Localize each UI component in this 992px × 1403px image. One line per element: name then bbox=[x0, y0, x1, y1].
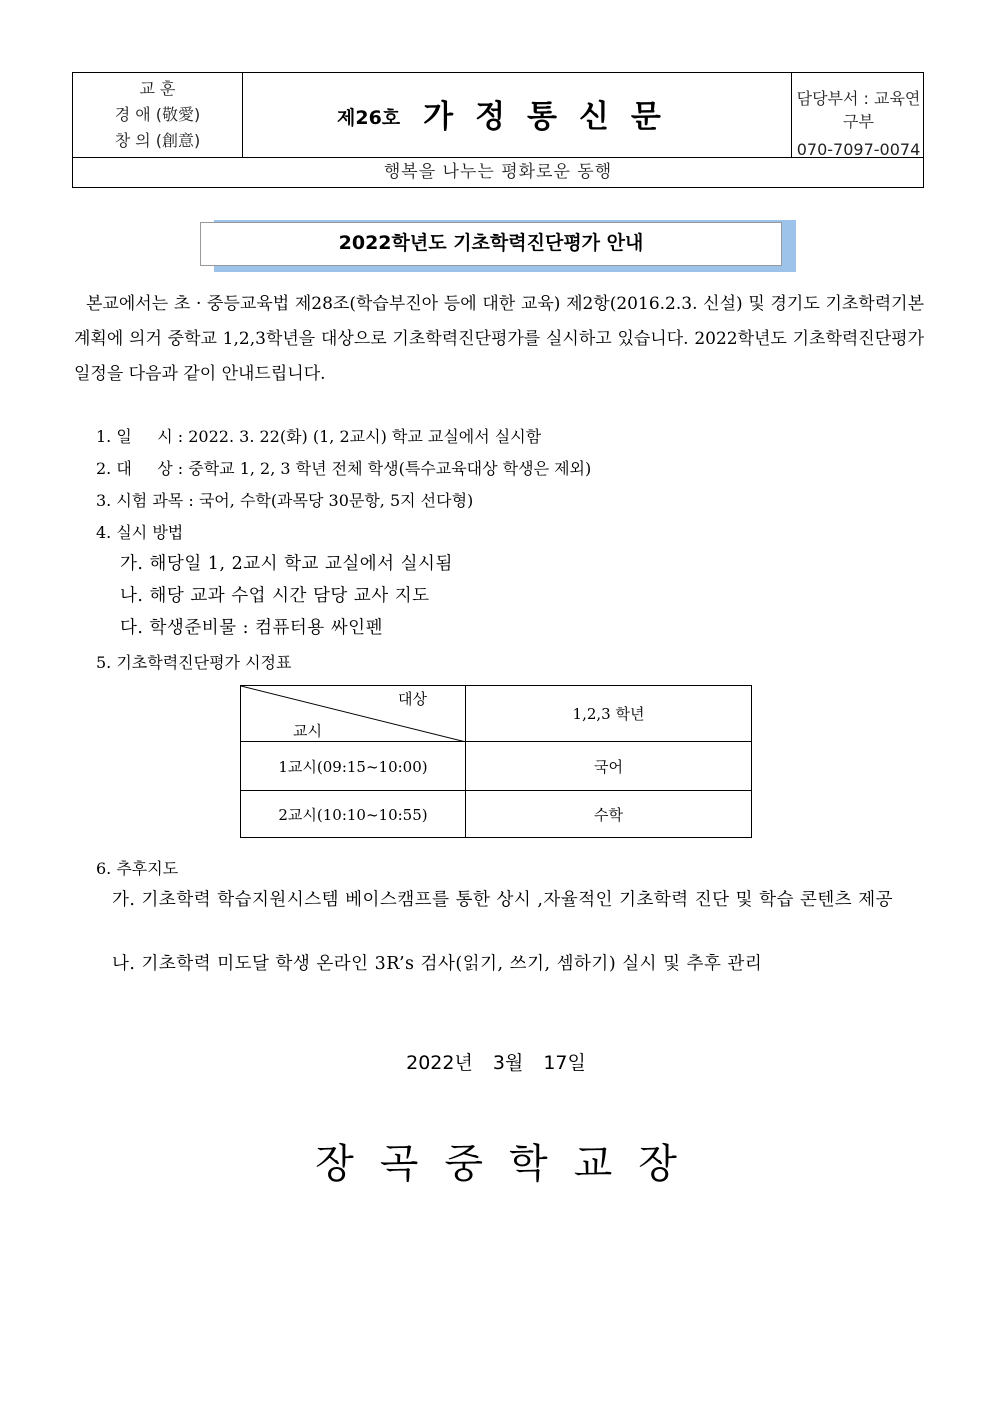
motto-heading: 교 훈 bbox=[139, 79, 176, 98]
corner-cell bbox=[241, 686, 466, 741]
item-followup: 6. 추후지도 bbox=[96, 859, 179, 878]
method-c: 다. 학생준비물 : 컴퓨터용 싸인펜 bbox=[120, 618, 383, 638]
notice-title: 2022학년도 기초학력진단평가 안내 bbox=[200, 222, 782, 266]
table-row bbox=[241, 791, 751, 837]
item-date: 1. 일 시 : 2022. 3. 22(화) (1, 2교시) 학교 교실에서 실시함 bbox=[96, 427, 542, 446]
item-subjects: 3. 시험 과목 : 국어, 수학(과목당 30문항, 5지 선다형) bbox=[96, 491, 474, 510]
newsletter-header bbox=[72, 72, 924, 188]
corner-bottom-label: 교시 bbox=[293, 722, 322, 740]
diagonal-line bbox=[241, 686, 466, 742]
period-cell: 1교시(09:15~10:00) bbox=[241, 742, 466, 790]
table-row bbox=[241, 742, 751, 791]
newsletter-title: 가정통신문 bbox=[423, 99, 683, 135]
issue-date: 2022년 3월 17일 bbox=[406, 1052, 586, 1074]
motto-line-1: 경 애 (敬愛) bbox=[114, 105, 201, 124]
principal-signature: 장곡중학교장 bbox=[315, 1141, 703, 1187]
intro-paragraph: 본교에서는 초 · 중등교육법 제28조(학습부진아 등에 대한 교육) 제2항(2016.2.3. 신설) 및 경기도 기초학력기본계획에 의거 중학교 1,2,3학년을 대상으로 기초학력진단평가를 실시하고 있습니다. 2022학년도 기초학력진단평가 일정을 다음과 같이 안내드립니다. bbox=[74, 294, 924, 384]
item-target: 2. 대 상 : 중학교 1, 2, 3 학년 전체 학생(특수교육대상 학생은 제외) bbox=[96, 459, 592, 478]
department-name: 담당부서 : 교육연구부 bbox=[796, 89, 921, 131]
corner-top-label: 대상 bbox=[398, 690, 427, 708]
period-cell: 2교시(10:10~10:55) bbox=[241, 791, 466, 837]
header-title-area bbox=[243, 73, 791, 157]
school-slogan: 행복을 나누는 평화로운 동행 bbox=[73, 157, 923, 187]
followup-a: 가. 기초학력 학습지원시스템 베이스캠프를 통한 상시 ,자율적인 기초학력 진단 및 학습 콘텐츠 제공 bbox=[112, 890, 894, 910]
method-a: 가. 해당일 1, 2교시 학교 교실에서 실시됨 bbox=[120, 554, 453, 574]
subject-cell: 국어 bbox=[594, 757, 623, 776]
followup-b: 나. 기초학력 미도달 학생 온라인 3R’s 검사(읽기, 쓰기, 셈하기) 실시 및 추후 관리 bbox=[112, 954, 763, 974]
method-b: 나. 해당 교과 수업 시간 담당 교사 지도 bbox=[120, 586, 430, 606]
table-header-row bbox=[241, 686, 751, 742]
department-info bbox=[791, 73, 925, 157]
schedule-table bbox=[240, 685, 752, 838]
issue-number: 제26호 bbox=[337, 107, 401, 129]
subject-cell: 수학 bbox=[594, 805, 623, 824]
header-target-cell: 1,2,3 학년 bbox=[572, 705, 645, 723]
department-phone: 070-7097-0074 bbox=[796, 140, 921, 159]
item-method: 4. 실시 방법 bbox=[96, 523, 184, 542]
school-motto bbox=[73, 73, 243, 157]
motto-line-2: 창 의 (創意) bbox=[114, 131, 201, 150]
item-timetable: 5. 기초학력진단평가 시정표 bbox=[96, 653, 292, 672]
